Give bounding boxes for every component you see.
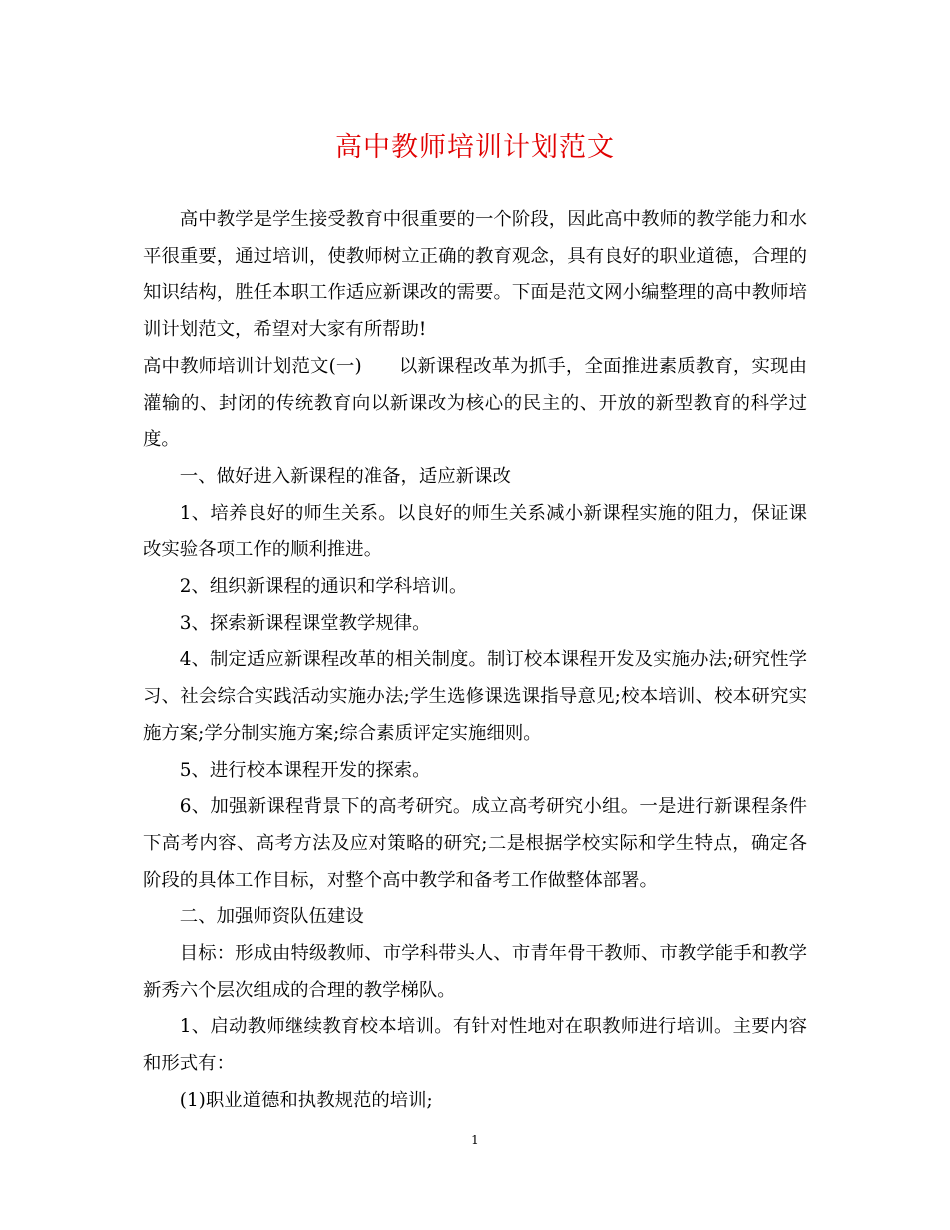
list-item: 6、加强新课程背景下的高考研究。成立高考研究小组。一是进行新课程条件下高考内容、高考方法及应对策略的研究;二是根据学校实际和学生特点，确定各阶段的具体工作目标，对整个高中教学和备考工作做整体部署。 [143, 796, 807, 891]
section-heading-two: 二、加强师资队伍建设 [179, 906, 364, 928]
paragraph-goal: 目标：形成由特级教师、市学科带头人、市青年骨干教师、市教学能手和教学新秀六个层次组成的合理的教学梯队。 [143, 943, 807, 1001]
page-number: 1 [471, 1133, 479, 1147]
document-title: 高中教师培训计划范文 [335, 132, 615, 163]
list-item: 2、组织新课程的通识和学科培训。 [179, 576, 468, 598]
list-item: 3、探索新课程课堂教学规律。 [179, 612, 431, 634]
list-item: 4、制定适应新课程改革的相关制度。制订校本课程开发及实施办法;研究性学习、社会综合实践活动实施办法;学生选修课选课指导意见;校本培训、校本研究实施方案;学分制实施方案;综合素质评定实施细则。 [143, 649, 807, 744]
paragraph-intro: 高中教学是学生接受教育中很重要的一个阶段，因此高中教师的教学能力和水平很重要，通过培训，使教师树立正确的教育观念，具有良好的职业道德，合理的知识结构，胜任本职工作适应新课改的需要。下面是范文网小编整理的高中教师培训计划范文，希望对大家有所帮助! [143, 209, 807, 341]
paragraph-plan-one: 高中教师培训计划范文(一) 以新课程改革为抓手，全面推进素质教育，实现由灌输的、封闭的传统教育向以新课改为核心的民主的、开放的新型教育的科学过度。 [143, 355, 807, 451]
list-item: 1、培养良好的师生关系。以良好的师生关系减小新课程实施的阻力，保证课改实验各项工作的顺利推进。 [143, 502, 807, 561]
list-item: 1、启动教师继续教育校本培训。有针对性地对在职教师进行培训。主要内容和形式有： [143, 1016, 807, 1075]
list-item: 5、进行校本课程开发的探索。 [179, 759, 431, 781]
document-body [143, 202, 807, 1120]
section-heading-one: 一、做好进入新课程的准备，适应新课改 [179, 465, 511, 487]
sub-list-item: (1)职业道德和执教规范的培训; [179, 1089, 433, 1111]
